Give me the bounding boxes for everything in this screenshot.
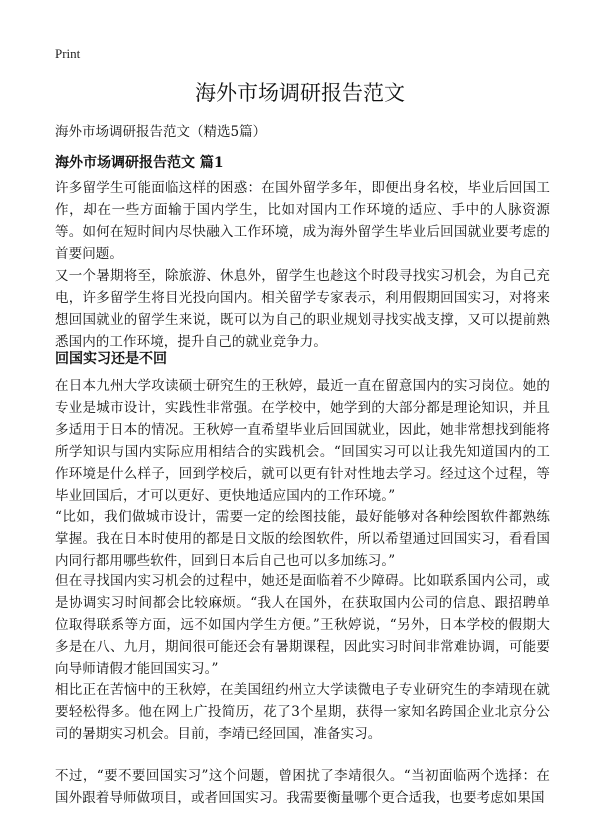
- paragraph-1: 许多留学生可能面临这样的困惑：在国外留学多年，即便出身名校，毕业后回国工作，却在一些方面输于国内学生，比如对国内工作环境的适应、手中的人脉资源等。如何在短时间内尽快融入工作环境，成为海外留学生毕业后回国就业要考虑的首要问题。: [55, 180, 550, 262]
- paragraph-7: 不过，“要不要回国实习”这个问题，曾困扰了李靖很久。“当初面临两个选择：在国外跟着导师做项目，或者回国实习。我需要衡量哪个更合适我，也要考虑如果国: [55, 768, 550, 806]
- print-link[interactable]: Print: [55, 46, 81, 61]
- paragraph-4: “比如，我们做城市设计，需要一定的绘图技能，最好能够对各种绘图软件都熟练掌握。我在日本时使用的都是日文版的绘图软件，所以希望通过回国实习，看看国内同行都用哪些软件，回到日本后自己也可以多加练习。”: [55, 509, 550, 569]
- paragraph-3: 在日本九州大学攻读硕士研究生的王秋婷，最近一直在留意国内的实习岗位。她的专业是城市设计，实践性非常强。在学校中，她学到的大部分都是理论知识，并且多适用于日本的情况。王秋婷一直希望毕业后回国就业，因此，她非常想找到能将所学知识与国内实际应用相结合的实践机会。“回国实习可以让我先知道国内的工作环境是什么样子，回到学校后，就可以更有针对性地去学习。经过这个过程，等毕业回国后，才可以更好、更快地适应国内的工作环境。”: [55, 378, 550, 504]
- section-heading-2: 回国实习还是不回: [55, 351, 167, 367]
- document-title: 海外市场调研报告范文: [195, 81, 405, 105]
- paragraph-6: 相比正在苦恼中的王秋婷，在美国纽约州立大学读微电子专业研究生的李靖现在就要轻松得多。他在网上广投简历，花了3个星期，获得一家知名跨国企业北京分公司的暑期实习机会。目前，李靖已经回国，准备实习。: [55, 682, 550, 742]
- paragraph-5: 但在寻找国内实习机会的过程中，她还是面临着不少障碍。比如联系国内公司，或是协调实习时间都会比较麻烦。“我人在国外，在获取国内公司的信息、跟招聘单位取得联系等方面，远不如国内学生方便。”王秋婷说，“另外，日本学校的假期大多是在八、九月，期间很可能还会有暑期课程，因此实习时间非常难协调，可能要向导师请假才能回国实习。”: [55, 573, 550, 677]
- document-subtitle: 海外市场调研报告范文（精选5篇）: [55, 124, 267, 140]
- section-heading-1: 海外市场调研报告范文 篇1: [55, 155, 224, 171]
- paragraph-2: 又一个暑期将至，除旅游、休息外，留学生也趁这个时段寻找实习机会，为自己充电，许多留学生将目光投向国内。相关留学专家表示，利用假期回国实习，对将来想回国就业的留学生来说，既可以为自己的职业规划寻找实战支撑，又可以提前熟悉国内的工作环境，提升自己的就业竞争力。: [55, 268, 550, 350]
